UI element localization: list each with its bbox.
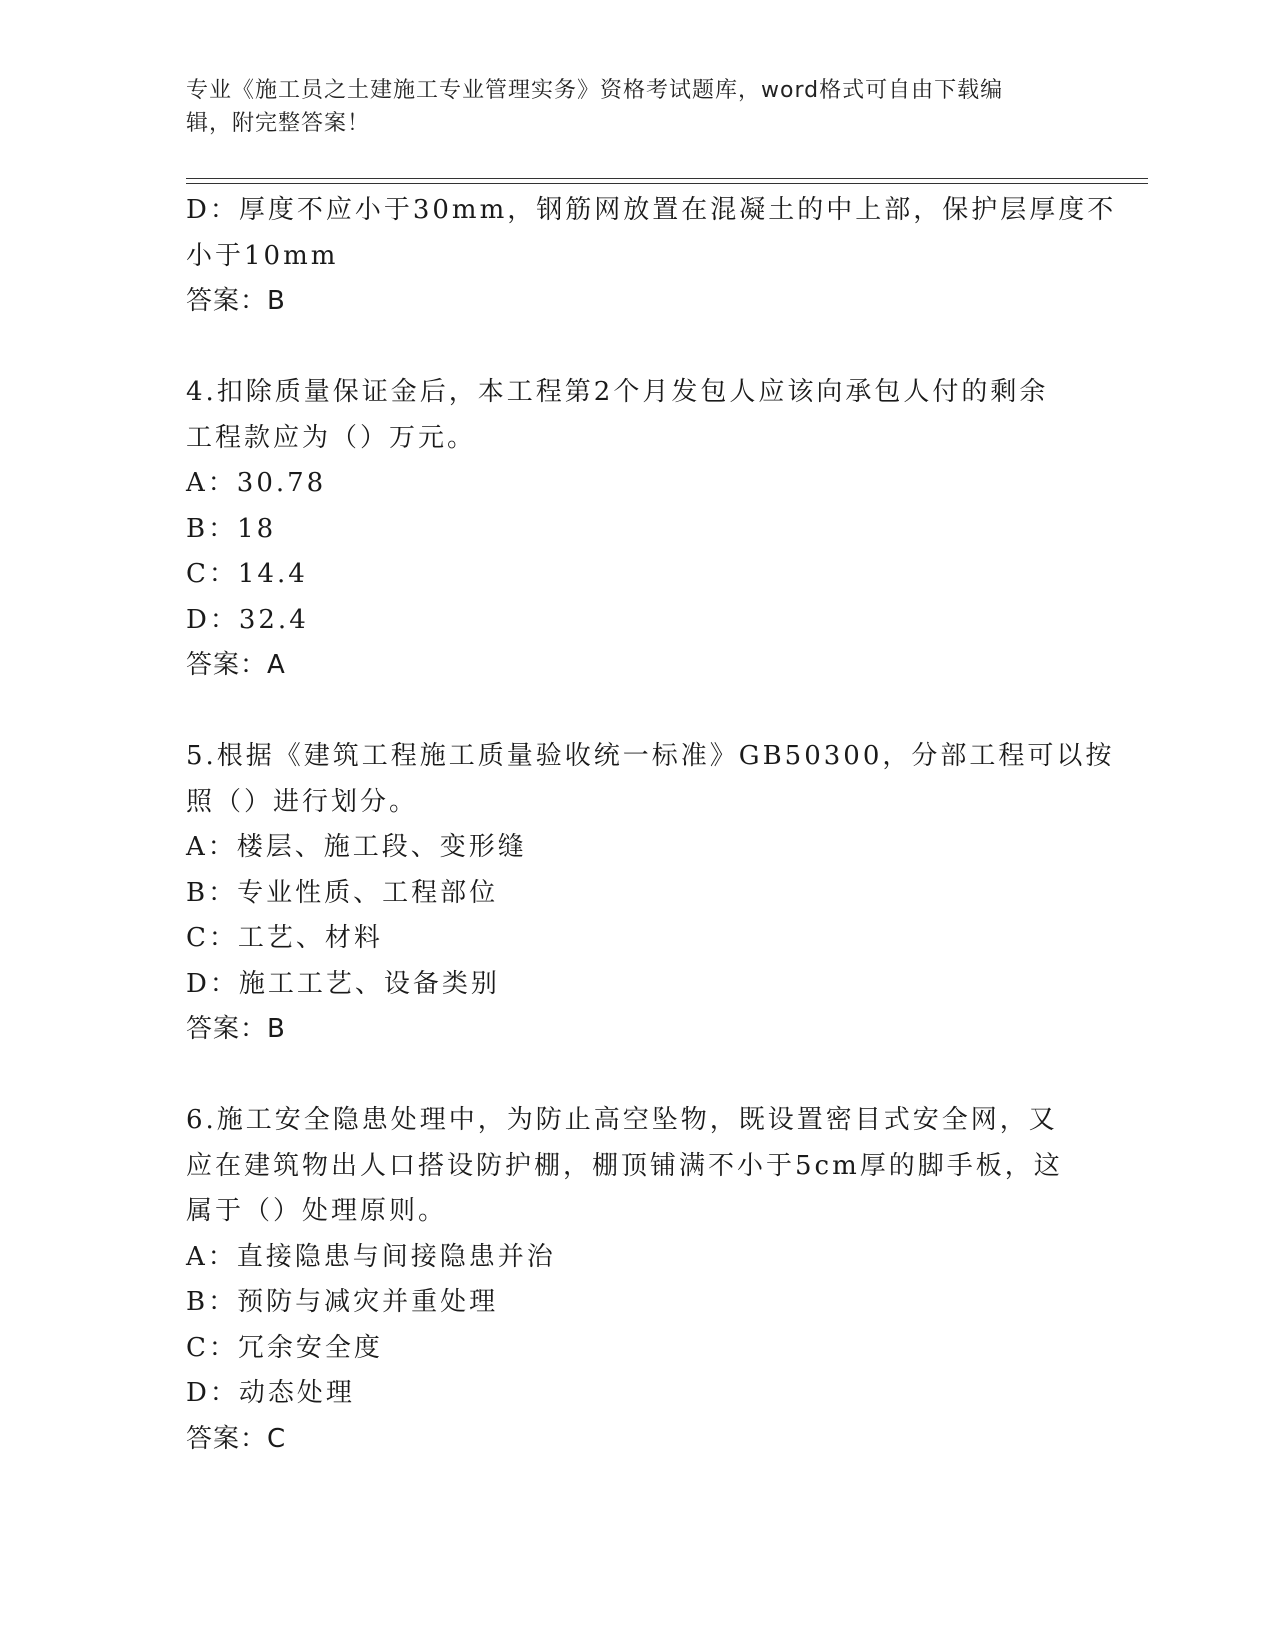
spacer xyxy=(186,689,1086,735)
question-stem-line: 5.根据《建筑工程施工质量验收统一标准》GB50300，分部工程可以按 xyxy=(186,741,1115,771)
option-a: A：直接隐患与间接隐患并治 xyxy=(186,1241,556,1272)
option-d-line-1: D：厚度不应小于30mm，钢筋网放置在混凝土的中上部，保护层厚度不 xyxy=(186,195,1117,225)
option-c: C：工艺、材料 xyxy=(186,923,383,953)
header-divider-top xyxy=(186,178,1148,179)
option-b: B：18 xyxy=(186,513,277,544)
spacer xyxy=(186,1053,1086,1099)
answer-line: 答案：C xyxy=(186,1423,287,1454)
spacer xyxy=(186,325,1086,371)
option-d: D：施工工艺、设备类别 xyxy=(186,968,500,999)
option-a: A：30.78 xyxy=(186,468,327,498)
question-stem-line: 应在建筑物出人口搭设防护棚，棚顶铺满不小于5cm厚的脚手板，这 xyxy=(186,1150,1063,1181)
option-c: C：14.4 xyxy=(186,559,308,589)
header-line-2: 辑，附完整答案！ xyxy=(186,111,371,136)
header-line-1: 专业《施工员之土建施工专业管理实务》资格考试题库，word格式可自由下载编 xyxy=(186,78,1004,103)
answer-line: 答案：A xyxy=(186,650,286,680)
option-b: B：专业性质、工程部位 xyxy=(186,877,499,908)
answer-line: 答案：B xyxy=(186,286,286,316)
question-stem-line: 工程款应为（）万元。 xyxy=(186,422,477,453)
answer-line: 答案：B xyxy=(186,1014,286,1044)
question-stem-line: 4.扣除质量保证金后，本工程第2个月发包人应该向承包人付的剩余 xyxy=(186,377,1049,407)
option-d-line-2: 小于10mm xyxy=(186,240,339,271)
option-d: D：动态处理 xyxy=(186,1378,355,1408)
question-content xyxy=(186,188,1117,1462)
option-b: B：预防与减灾并重处理 xyxy=(186,1287,499,1317)
question-stem-line: 6.施工安全隐患处理中，为防止高空坠物，既设置密目式安全网，又 xyxy=(186,1105,1058,1135)
header-divider-bottom xyxy=(186,183,1148,184)
option-a: A：楼层、施工段、变形缝 xyxy=(186,832,527,862)
document-header xyxy=(186,74,1086,140)
question-stem-line: 属于（）处理原则。 xyxy=(186,1196,448,1226)
question-stem-line: 照（）进行划分。 xyxy=(186,786,419,817)
option-d: D：32.4 xyxy=(186,604,309,635)
option-c: C：冗余安全度 xyxy=(186,1332,383,1363)
